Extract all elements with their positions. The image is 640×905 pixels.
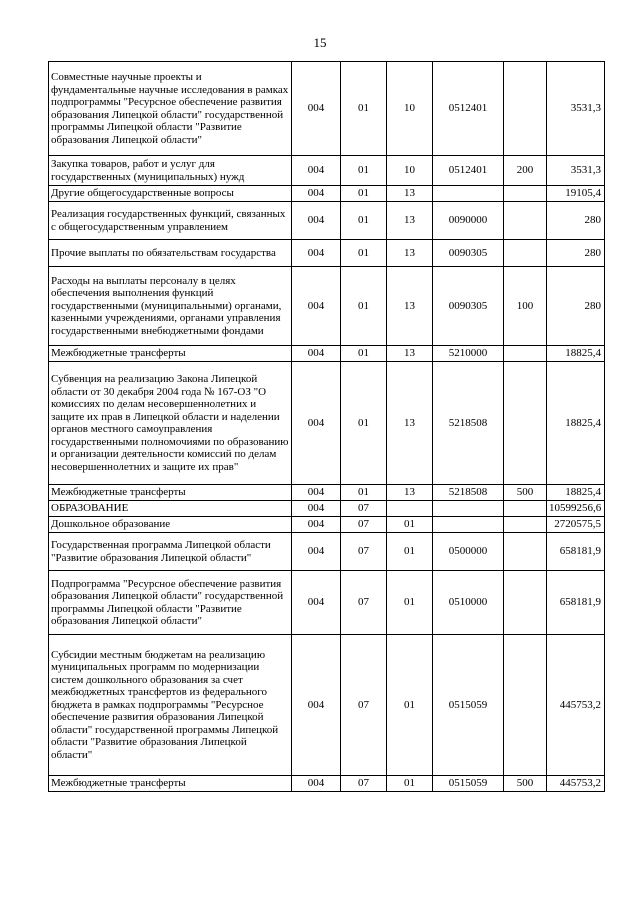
- section-code: 07: [341, 501, 387, 517]
- amount: 658181,9: [547, 533, 605, 571]
- table-row: [49, 485, 605, 501]
- table-row: [49, 571, 605, 635]
- row-name: Государственная программа Липецкой области "Развитие образования Липецкой области": [49, 533, 292, 571]
- row-name: Совместные научные проекты и фундаментальные научные исследования в рамках подпрограммы "Ресурсное обеспечение развития образования Липецкой области" государственной программы Липецкой области "Развитие образования Липецкой области": [49, 62, 292, 156]
- row-name: Субвенция на реализацию Закона Липецкой области от 30 декабря 2004 года № 167-ОЗ "О комиссиях по делам несовершеннолетних и защите их прав в Липецкой области и наделении органов местного самоуправления государственными полномочиями по образованию и организации деятельности комиссий по делам несовершеннолетних и защите их прав": [49, 362, 292, 485]
- section-code: 01: [341, 202, 387, 240]
- ministry-code: 004: [292, 485, 341, 501]
- amount: 19105,4: [547, 186, 605, 202]
- budget-table: [48, 61, 605, 792]
- table-row: [49, 517, 605, 533]
- row-name: Межбюджетные трансферты: [49, 485, 292, 501]
- expense-type-code: [504, 571, 547, 635]
- row-name: Межбюджетные трансферты: [49, 776, 292, 792]
- table-row: [49, 501, 605, 517]
- expense-type-code: [504, 346, 547, 362]
- ministry-code: 004: [292, 517, 341, 533]
- table-row: [49, 362, 605, 485]
- target-code: 5218508: [433, 485, 504, 501]
- target-code: 0500000: [433, 533, 504, 571]
- expense-type-code: [504, 501, 547, 517]
- section-code: 01: [341, 240, 387, 267]
- subsection-code: 01: [387, 635, 433, 776]
- expense-type-code: [504, 533, 547, 571]
- subsection-code: 13: [387, 186, 433, 202]
- amount: 18825,4: [547, 362, 605, 485]
- section-code: 07: [341, 635, 387, 776]
- section-code: 01: [341, 362, 387, 485]
- expense-type-code: 100: [504, 267, 547, 346]
- table-row: [49, 533, 605, 571]
- subsection-code: 13: [387, 240, 433, 267]
- ministry-code: 004: [292, 186, 341, 202]
- amount: 445753,2: [547, 776, 605, 792]
- row-name: Закупка товаров, работ и услуг для государственных (муниципальных) нужд: [49, 156, 292, 186]
- target-code: 0515059: [433, 776, 504, 792]
- expense-type-code: [504, 62, 547, 156]
- amount: 2720575,5: [547, 517, 605, 533]
- amount: 280: [547, 240, 605, 267]
- ministry-code: 004: [292, 240, 341, 267]
- subsection-code: 10: [387, 62, 433, 156]
- table-row: [49, 186, 605, 202]
- ministry-code: 004: [292, 776, 341, 792]
- subsection-code: 01: [387, 571, 433, 635]
- subsection-code: 13: [387, 267, 433, 346]
- target-code: 0090000: [433, 202, 504, 240]
- subsection-code: 01: [387, 533, 433, 571]
- table-row: [49, 240, 605, 267]
- section-code: 01: [341, 186, 387, 202]
- subsection-code: 10: [387, 156, 433, 186]
- amount: 445753,2: [547, 635, 605, 776]
- amount: 280: [547, 202, 605, 240]
- ministry-code: 004: [292, 202, 341, 240]
- ministry-code: 004: [292, 635, 341, 776]
- subsection-code: 13: [387, 202, 433, 240]
- subsection-code: 13: [387, 346, 433, 362]
- row-name: Межбюджетные трансферты: [49, 346, 292, 362]
- target-code: 0512401: [433, 62, 504, 156]
- target-code: 0512401: [433, 156, 504, 186]
- target-code: [433, 501, 504, 517]
- expense-type-code: [504, 240, 547, 267]
- subsection-code: 13: [387, 362, 433, 485]
- table-row: [49, 267, 605, 346]
- target-code: 0510000: [433, 571, 504, 635]
- row-name: Субсидии местным бюджетам на реализацию муниципальных программ по модернизации систем дошкольного образования за счет межбюджетных трансфертов из федерального бюджета в рамках подпрограммы "Ресурсное обеспечение развития образования Липецкой области" государственной программы Липецкой области "Развитие образования Липецкой области": [49, 635, 292, 776]
- amount: 658181,9: [547, 571, 605, 635]
- expense-type-code: 200: [504, 156, 547, 186]
- amount: 3531,3: [547, 62, 605, 156]
- amount: 280: [547, 267, 605, 346]
- section-code: 07: [341, 517, 387, 533]
- ministry-code: 004: [292, 362, 341, 485]
- row-name: Прочие выплаты по обязательствам государства: [49, 240, 292, 267]
- expense-type-code: 500: [504, 776, 547, 792]
- subsection-code: 01: [387, 517, 433, 533]
- ministry-code: 004: [292, 571, 341, 635]
- section-code: 01: [341, 267, 387, 346]
- amount: 18825,4: [547, 485, 605, 501]
- row-name: Реализация государственных функций, связанных с общегосударственным управлением: [49, 202, 292, 240]
- section-code: 07: [341, 533, 387, 571]
- expense-type-code: [504, 362, 547, 485]
- ministry-code: 004: [292, 501, 341, 517]
- expense-type-code: 500: [504, 485, 547, 501]
- row-name: Дошкольное образование: [49, 517, 292, 533]
- section-code: 01: [341, 485, 387, 501]
- target-code: 5210000: [433, 346, 504, 362]
- target-code: 0515059: [433, 635, 504, 776]
- amount: 3531,3: [547, 156, 605, 186]
- section-code: 01: [341, 156, 387, 186]
- subsection-code: 13: [387, 485, 433, 501]
- ministry-code: 004: [292, 267, 341, 346]
- subsection-code: [387, 501, 433, 517]
- table-row: [49, 202, 605, 240]
- expense-type-code: [504, 635, 547, 776]
- expense-type-code: [504, 517, 547, 533]
- table-row: [49, 156, 605, 186]
- page-number: 15: [313, 35, 327, 50]
- row-name: Подпрограмма "Ресурсное обеспечение развития образования Липецкой области" государственной программы Липецкой области "Развитие образования Липецкой области": [49, 571, 292, 635]
- target-code: [433, 186, 504, 202]
- ministry-code: 004: [292, 533, 341, 571]
- table-row: [49, 62, 605, 156]
- target-code: 0090305: [433, 267, 504, 346]
- table-row: [49, 776, 605, 792]
- ministry-code: 004: [292, 346, 341, 362]
- subsection-code: 01: [387, 776, 433, 792]
- row-name: Расходы на выплаты персоналу в целях обеспечения выполнения функций государственными (муниципальными) органами, казенными учреждениями, органами управления государственными внебюджетными фондами: [49, 267, 292, 346]
- expense-type-code: [504, 186, 547, 202]
- budget-table-body: [49, 62, 605, 792]
- expense-type-code: [504, 202, 547, 240]
- table-row: [49, 635, 605, 776]
- row-name: ОБРАЗОВАНИЕ: [49, 501, 292, 517]
- section-code: 01: [341, 62, 387, 156]
- target-code: 0090305: [433, 240, 504, 267]
- section-code: 07: [341, 571, 387, 635]
- table-row: [49, 346, 605, 362]
- ministry-code: 004: [292, 156, 341, 186]
- amount: 10599256,6: [547, 501, 605, 517]
- row-name: Другие общегосударственные вопросы: [49, 186, 292, 202]
- target-code: 5218508: [433, 362, 504, 485]
- target-code: [433, 517, 504, 533]
- section-code: 07: [341, 776, 387, 792]
- amount: 18825,4: [547, 346, 605, 362]
- section-code: 01: [341, 346, 387, 362]
- ministry-code: 004: [292, 62, 341, 156]
